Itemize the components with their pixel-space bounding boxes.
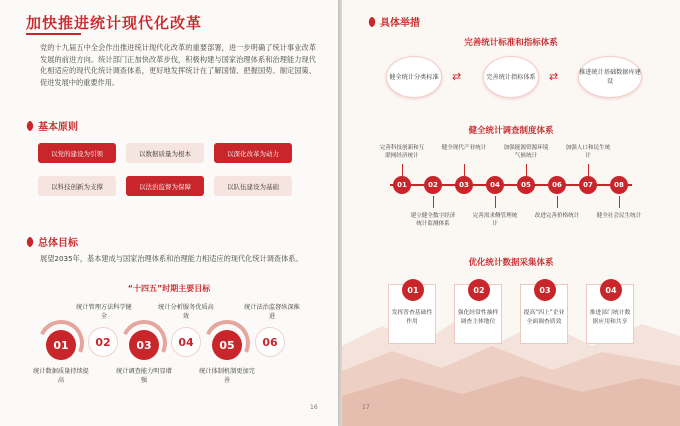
survey-number-6: 06 bbox=[548, 176, 566, 194]
measures-heading bbox=[368, 14, 420, 29]
section-bullet-icon bbox=[24, 120, 35, 131]
goal-label-4: 统计分析服务优质高效 bbox=[158, 304, 214, 320]
goal-number-5: 05 bbox=[212, 330, 242, 360]
collect-card-3 bbox=[520, 284, 568, 344]
principles-heading-text: 基本原则 bbox=[38, 122, 78, 133]
page-number: 17 bbox=[362, 404, 370, 411]
survey-label-7: 加强人口和民生统计 bbox=[565, 145, 611, 159]
goal-number-1: 01 bbox=[46, 330, 76, 360]
left-page bbox=[0, 0, 338, 426]
exchange-arrow-icon: ⇄ bbox=[452, 70, 462, 83]
goals-paragraph: 展望2035年，基本建成与国家治理体系和治理能力相适应的现代化统计调查体系。 bbox=[40, 254, 303, 263]
standard-item-1: 健全统计分类标准 bbox=[386, 56, 442, 98]
principle-box-1: 以党的建设为引领 bbox=[38, 143, 116, 163]
intro-paragraph: 党的十九届五中全会作出推进统计现代化改革的重要部署，进一步明确了统计事业改革发展的前进方向。统计部门正加快改革步伐，积极构建与国家治理体系和治理能力现代化相适应的现代化统计调查体系，更好地发挥统计在了解国情、把握国势、制定国策、促进发展中的重要作用。 bbox=[40, 43, 316, 87]
goal-label-5: 统计体制机制更加完善 bbox=[199, 368, 255, 384]
survey-label-2: 建立健全数字经济统计监测体系 bbox=[410, 213, 456, 227]
collect-number-2: 02 bbox=[468, 279, 490, 301]
principles-heading bbox=[26, 118, 78, 133]
principle-box-6: 以队伍建设为基础 bbox=[214, 176, 292, 196]
collect-label-3: 提高“四上”企业全面调查质效 bbox=[523, 310, 565, 325]
survey-label-6: 改进完善价格统计 bbox=[534, 213, 580, 219]
page-number: 16 bbox=[310, 404, 318, 411]
survey-title: 健全统计调查制度体系 bbox=[468, 126, 554, 136]
collect-title: 优化统计数据采集体系 bbox=[468, 258, 554, 268]
collect-number-4: 04 bbox=[600, 279, 622, 301]
survey-number-3: 03 bbox=[455, 176, 473, 194]
goal-number-3: 03 bbox=[129, 330, 159, 360]
collect-label-4: 推进部门统计数据应用和共享 bbox=[589, 310, 631, 325]
goal-label-2: 统计管理方法科学健全 bbox=[76, 304, 132, 320]
survey-number-1: 01 bbox=[393, 176, 411, 194]
collect-card-2 bbox=[454, 284, 502, 344]
section-bullet-icon bbox=[366, 16, 377, 27]
measures-heading-text: 具体举措 bbox=[380, 18, 420, 29]
principle-box-5: 以法治监督为保障 bbox=[126, 176, 204, 196]
exchange-arrow-icon: ⇄ bbox=[549, 70, 559, 83]
collect-number-1: 01 bbox=[402, 279, 424, 301]
timeline-pin bbox=[433, 196, 434, 208]
goal-label-3: 统计调查能力明显增强 bbox=[116, 368, 172, 384]
survey-label-1: 完善科技创新和互联网经济统计 bbox=[379, 145, 425, 159]
goal-label-1: 统计数据质量持续提高 bbox=[33, 368, 89, 384]
survey-label-3: 健全现代产业统计 bbox=[441, 145, 487, 151]
goal-label-6: 统计法治监督纵深推进 bbox=[244, 304, 300, 320]
timeline-pin bbox=[402, 164, 403, 176]
goals-heading-text: 总体目标 bbox=[38, 238, 78, 249]
timeline-pin bbox=[557, 196, 558, 208]
standards-title: 完善统计标准和指标体系 bbox=[464, 38, 558, 48]
collect-card-4 bbox=[586, 284, 634, 344]
survey-number-8: 08 bbox=[610, 176, 628, 194]
right-page bbox=[342, 0, 680, 426]
survey-number-2: 02 bbox=[424, 176, 442, 194]
standard-item-3: 推进统计基础数据库建设 bbox=[578, 56, 642, 98]
goal-number-2: 02 bbox=[88, 327, 118, 357]
timeline-pin bbox=[588, 164, 589, 176]
timeline-pin bbox=[464, 164, 465, 176]
collect-number-3: 03 bbox=[534, 279, 556, 301]
standard-item-2: 完善统计指标体系 bbox=[483, 56, 539, 98]
collect-label-2: 强化经常性抽样调查主体地位 bbox=[457, 310, 499, 325]
survey-number-4: 04 bbox=[486, 176, 504, 194]
principle-box-2: 以数据质量为根本 bbox=[126, 143, 204, 163]
survey-label-8: 健全社会民生统计 bbox=[596, 213, 642, 219]
section-bullet-icon bbox=[24, 236, 35, 247]
collect-card-1 bbox=[388, 284, 436, 344]
survey-label-4: 完善需求侧管理统计 bbox=[472, 213, 518, 227]
fyp-title: “十四五”时期主要目标 bbox=[127, 284, 211, 293]
goal-number-6: 06 bbox=[255, 327, 285, 357]
principle-box-4: 以科技创新为支撑 bbox=[38, 176, 116, 196]
page-title: 加快推进统计现代化改革 bbox=[26, 14, 203, 32]
timeline-pin bbox=[495, 196, 496, 208]
timeline-pin bbox=[526, 164, 527, 176]
goals-heading bbox=[26, 234, 78, 249]
timeline-pin bbox=[619, 196, 620, 208]
survey-number-5: 05 bbox=[517, 176, 535, 194]
survey-number-7: 07 bbox=[579, 176, 597, 194]
principle-box-3: 以深化改革为动力 bbox=[214, 143, 292, 163]
survey-label-5: 加强能源资源环境气候统计 bbox=[503, 145, 549, 159]
collect-label-1: 发挥普查基础性作用 bbox=[391, 310, 433, 325]
goal-number-4: 04 bbox=[171, 327, 201, 357]
title-underline bbox=[26, 33, 81, 35]
